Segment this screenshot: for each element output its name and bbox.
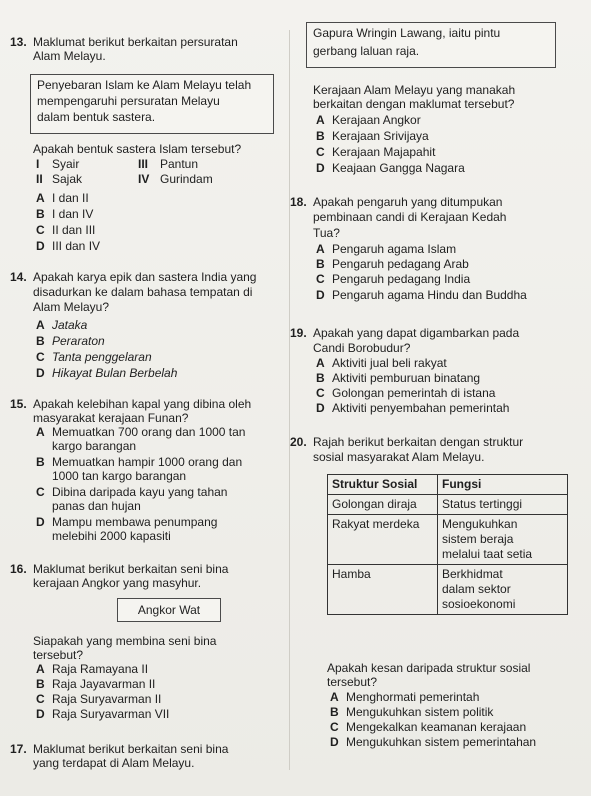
q18-stem-line1: Apakah pengaruh yang ditumpukan — [313, 195, 503, 209]
q20-social-structure-table — [327, 474, 568, 615]
table-row — [328, 495, 568, 515]
q13-option-a[interactable]: A I dan II — [36, 191, 89, 205]
q17-question-line2: berkaitan dengan maklumat tersebut? — [313, 97, 515, 111]
q17-option-c[interactable]: C Kerajaan Majapahit — [316, 145, 436, 159]
q15-option-c-line2: panas dan hujan — [52, 499, 141, 513]
column-divider — [289, 30, 290, 770]
q19-option-c[interactable]: C Golongan pemerintah di istana — [316, 386, 496, 400]
q19-option-b[interactable]: B Aktiviti pemburuan binatang — [316, 371, 481, 385]
q13-question: Apakah bentuk sastera Islam tersebut? — [33, 142, 242, 156]
q13-stem-line2: Alam Melayu. — [33, 49, 106, 63]
q16-question-line1: Siapakah yang membina seni bina — [33, 634, 217, 648]
table-cell-line: sistem beraja — [442, 532, 514, 546]
table-cell: Rakyat merdeka — [328, 515, 438, 565]
q17-option-a[interactable]: A Kerajaan Angkor — [316, 113, 421, 127]
table-header-row — [328, 475, 568, 495]
q16-option-b[interactable]: B Raja Jayavarman II — [36, 677, 156, 691]
table-cell — [438, 515, 568, 565]
q17-option-d[interactable]: D Keajaan Gangga Nagara — [316, 161, 465, 175]
q15-option-b[interactable]: B Memuatkan hampir 1000 orang dan — [36, 455, 243, 469]
q20-option-c[interactable]: C Mengekalkan keamanan kerajaan — [330, 720, 527, 734]
q17-stem-line2: yang terdapat di Alam Melayu. — [33, 756, 195, 770]
q17-option-b[interactable]: B Kerajaan Srivijaya — [316, 129, 429, 143]
q17-info-box — [306, 22, 556, 68]
q16-stem-line1: Maklumat berikut berkaitan seni bina — [33, 562, 229, 576]
q14-number: 14. — [10, 270, 27, 284]
q18-option-a[interactable]: A Pengaruh agama Islam — [316, 242, 457, 256]
q13-item-iii: III Pantun — [138, 157, 199, 171]
q16-box-text: Angkor Wat — [137, 603, 201, 617]
q14-option-d[interactable]: D Hikayat Bulan Berbelah — [36, 366, 178, 380]
q18-option-b[interactable]: B Pengaruh pedagang Arab — [316, 257, 469, 271]
table-header-structure: Struktur Sosial — [328, 475, 438, 495]
q14-stem-line2: disadurkan ke dalam bahasa tempatan di — [33, 285, 253, 299]
q14-stem-line3: Alam Melayu? — [33, 300, 110, 314]
q15-stem-line2: masyarakat kerajaan Funan? — [33, 411, 189, 425]
q16-number: 16. — [10, 562, 27, 576]
q19-stem-line1: Apakah yang dapat digambarkan pada — [313, 326, 520, 340]
q20-question-line2: tersebut? — [327, 675, 378, 689]
table-cell-line: melalui taat setia — [442, 547, 533, 561]
q16-angkor-wat-box — [117, 598, 221, 622]
q15-number: 15. — [10, 397, 27, 411]
table-cell — [438, 495, 568, 515]
q16-option-a[interactable]: A Raja Ramayana II — [36, 662, 149, 676]
q20-number: 20. — [290, 435, 307, 449]
q13-stem-line1: Maklumat berikut berkaitan persuratan — [33, 35, 238, 49]
table-cell-line: dalam sektor — [442, 582, 511, 596]
q13-box-line2: mempengaruhi persuratan Melayu — [37, 94, 220, 108]
table-row — [328, 515, 568, 565]
q18-number: 18. — [290, 195, 307, 209]
q18-stem-line2: pembinaan candi di Kerajaan Kedah — [313, 210, 507, 224]
q13-item-ii: II Sajak — [36, 172, 83, 186]
q17-question-line1: Kerajaan Alam Melayu yang manakah — [313, 83, 516, 97]
table-cell: Golongan diraja — [328, 495, 438, 515]
q20-option-d[interactable]: D Mengukuhkan sistem pemerintahan — [330, 735, 537, 749]
q20-question-line1: Apakah kesan daripada struktur sosial — [327, 661, 531, 675]
q19-option-d[interactable]: D Aktiviti penyembahan pemerintah — [316, 401, 510, 415]
q13-item-iv: IV Gurindam — [138, 172, 213, 186]
table-cell — [438, 565, 568, 615]
q13-option-d[interactable]: D III dan IV — [36, 239, 101, 253]
q20-stem-line1: Rajah berikut berkaitan dengan struktur — [313, 435, 524, 449]
q17-stem-line1: Maklumat berikut berkaitan seni bina — [33, 742, 229, 756]
table-cell-line: Status tertinggi — [442, 497, 523, 511]
q13-box-line1: Penyebaran Islam ke Alam Melayu telah — [37, 78, 252, 92]
table-row — [328, 565, 568, 615]
q14-option-b[interactable]: B Peraraton — [36, 334, 105, 348]
q16-option-c[interactable]: C Raja Suryavarman II — [36, 692, 162, 706]
q13-option-c[interactable]: C II dan III — [36, 223, 96, 237]
q17-number: 17. — [10, 742, 27, 756]
q19-number: 19. — [290, 326, 307, 340]
table-cell-line: Mengukuhkan — [442, 517, 518, 531]
q19-option-a[interactable]: A Aktiviti jual beli rakyat — [316, 356, 447, 370]
q13-info-box — [30, 74, 274, 134]
q15-option-d[interactable]: D Mampu membawa penumpang — [36, 515, 218, 529]
q18-option-c[interactable]: C Pengaruh pedagang India — [316, 272, 471, 286]
q15-option-c[interactable]: C Dibina daripada kayu yang tahan — [36, 485, 228, 499]
table-cell-line: sosioekonomi — [442, 597, 516, 611]
q17-box-line2: gerbang laluan raja. — [313, 44, 420, 58]
q15-option-d-line2: melebihi 2000 kapasiti — [52, 529, 171, 543]
q19-stem-line2: Candi Borobudur? — [313, 341, 411, 355]
q18-stem-line3: Tua? — [313, 226, 340, 240]
q15-option-a[interactable]: A Memuatkan 700 orang dan 1000 tan — [36, 425, 246, 439]
q15-stem-line1: Apakah kelebihan kapal yang dibina oleh — [33, 397, 252, 411]
q18-option-d[interactable]: D Pengaruh agama Hindu dan Buddha — [316, 288, 527, 302]
q14-stem-line1: Apakah karya epik dan sastera India yang — [33, 270, 257, 284]
q13-box-line3: dalam bentuk sastera. — [37, 110, 156, 124]
table-cell: Hamba — [328, 565, 438, 615]
q14-option-a[interactable]: A Jataka — [36, 318, 88, 332]
q16-stem-line2: kerajaan Angkor yang masyhur. — [33, 576, 202, 590]
q13-item-i: I Syair — [36, 157, 80, 171]
q13-option-b[interactable]: B I dan IV — [36, 207, 94, 221]
table-cell-line: Berkhidmat — [442, 567, 503, 581]
q16-question-line2: tersebut? — [33, 648, 84, 662]
q20-option-a[interactable]: A Menghormati pemerintah — [330, 690, 480, 704]
q20-stem-line2: sosial masyarakat Alam Melayu. — [313, 450, 485, 464]
q20-option-b[interactable]: B Mengukuhkan sistem politik — [330, 705, 494, 719]
q15-option-a-line2: kargo barangan — [52, 439, 137, 453]
q14-option-c[interactable]: C Tanta penggelaran — [36, 350, 152, 364]
table-header-function: Fungsi — [438, 475, 568, 495]
q17-box-line1: Gapura Wringin Lawang, iaitu pintu — [313, 26, 501, 40]
q13-number: 13. — [10, 35, 27, 49]
q16-option-d[interactable]: D Raja Suryavarman VII — [36, 707, 170, 721]
q15-option-b-line2: 1000 tan kargo barangan — [52, 469, 187, 483]
